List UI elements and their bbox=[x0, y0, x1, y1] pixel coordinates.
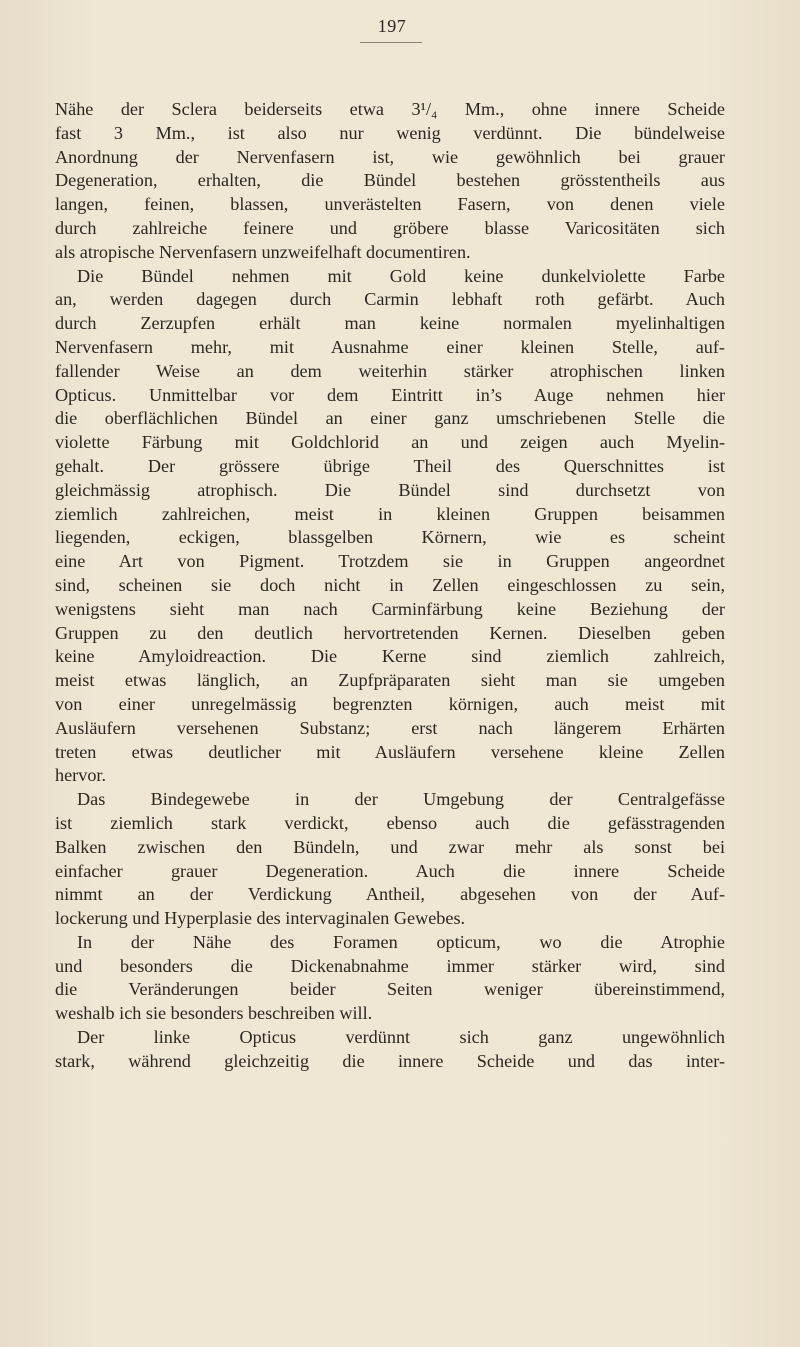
text-line: meist etwas länglich, an Zupfpräparaten sieht man sie umgeben bbox=[55, 670, 725, 691]
text-line: ziemlich zahlreichen, meist in kleinen Gruppen beisammen bbox=[55, 503, 725, 524]
text-line: einfacher grauer Degeneration. Auch die innere Scheide bbox=[55, 860, 725, 881]
paragraph-start-line: Der linke Opticus verdünnt sich ganz ungewöhnlich bbox=[77, 1027, 725, 1048]
paragraph-start-line: In der Nähe des Foramen opticum, wo die Atrophie bbox=[77, 931, 725, 952]
text-line: Gruppen zu den deutlich hervortretenden Kernen. Dieselben geben bbox=[55, 622, 725, 643]
text-line: als atropische Nervenfasern unzweifelhaft documentiren. bbox=[55, 241, 471, 262]
text-line: weshalb ich sie besonders beschreiben will. bbox=[55, 1003, 373, 1024]
text-line: an, werden dagegen durch Carmin lebhaft roth gefärbt. Auch bbox=[55, 289, 725, 310]
text-line: treten etwas deutlicher mit Ausläufern versehene kleine Zellen bbox=[55, 741, 725, 762]
text-line: violette Färbung mit Goldchlorid an und zeigen auch Myelin- bbox=[55, 432, 725, 453]
body-text bbox=[55, 98, 725, 1074]
text-line: durch zahlreiche feinere und gröbere blasse Varicositäten sich bbox=[55, 217, 725, 238]
text-line: stark, während gleichzeitig die innere Scheide und das inter- bbox=[55, 1050, 725, 1071]
text-line: von einer unregelmässig begrenzten körnigen, auch meist mit bbox=[55, 693, 725, 714]
text-line: Anordnung der Nervenfasern ist, wie gewöhnlich bei grauer bbox=[55, 146, 725, 167]
text-line: lockerung und Hyperplasie des intervaginalen Gewebes. bbox=[55, 908, 466, 929]
text-line: eine Art von Pigment. Trotzdem sie in Gruppen angeordnet bbox=[55, 551, 725, 572]
text-line: keine Amyloidreaction. Die Kerne sind ziemlich zahlreich, bbox=[55, 646, 725, 667]
text-line: gehalt. Der grössere übrige Theil des Querschnittes ist bbox=[55, 455, 725, 476]
text-line: die oberflächlichen Bündel an einer ganz umschriebenen Stelle die bbox=[55, 408, 725, 429]
text-line: gleichmässig atrophisch. Die Bündel sind durchsetzt von bbox=[55, 479, 725, 500]
text-line: durch Zerzupfen erhält man keine normalen myelinhaltigen bbox=[55, 313, 725, 334]
text-line: hervor. bbox=[55, 765, 107, 786]
page-number: 197 bbox=[377, 16, 407, 36]
text-line: die Veränderungen beider Seiten weniger übereinstimmend, bbox=[55, 979, 725, 1000]
text-line: nimmt an der Verdickung Antheil, abgesehen von der Auf- bbox=[55, 884, 725, 905]
text-line: Degeneration, erhalten, die Bündel bestehen grösstentheils aus bbox=[55, 170, 725, 191]
text-line: Balken zwischen den Bündeln, und zwar mehr als sonst bei bbox=[55, 836, 725, 857]
text-line: Ausläufern versehenen Substanz; erst nach längerem Erhärten bbox=[55, 717, 725, 738]
text-line: ist ziemlich stark verdickt, ebenso auch die gefässtragenden bbox=[55, 812, 725, 833]
text-line: langen, feinen, blassen, unverästelten Fasern, von denen viele bbox=[55, 194, 725, 215]
text-line: sind, scheinen sie doch nicht in Zellen eingeschlossen zu sein, bbox=[55, 574, 725, 595]
text-line: Opticus. Unmittelbar vor dem Eintritt in’s Auge nehmen hier bbox=[55, 384, 725, 405]
text-line: Nervenfasern mehr, mit Ausnahme einer kleinen Stelle, auf- bbox=[55, 336, 725, 357]
page-number-underline bbox=[360, 42, 422, 43]
text-line: und besonders die Dickenabnahme immer stärker wird, sind bbox=[55, 955, 725, 976]
text-line: fallender Weise an dem weiterhin stärker atrophischen linken bbox=[55, 360, 725, 381]
text-line: wenigstens sieht man nach Carminfärbung keine Beziehung der bbox=[55, 598, 725, 619]
text-line: fast 3 Mm., ist also nur wenig verdünnt. Die bündelweise bbox=[55, 122, 725, 143]
text-line: liegenden, eckigen, blassgelben Körnern, wie es scheint bbox=[55, 527, 725, 548]
text-line: Nähe der Sclera beiderseits etwa 3¹/₄ Mm., ohne innere Scheide bbox=[55, 99, 725, 119]
paragraph-start-line: Das Bindegewebe in der Umgebung der Centralgefässe bbox=[77, 789, 725, 810]
paragraph-start-line: Die Bündel nehmen mit Gold keine dunkelviolette Farbe bbox=[77, 265, 725, 286]
